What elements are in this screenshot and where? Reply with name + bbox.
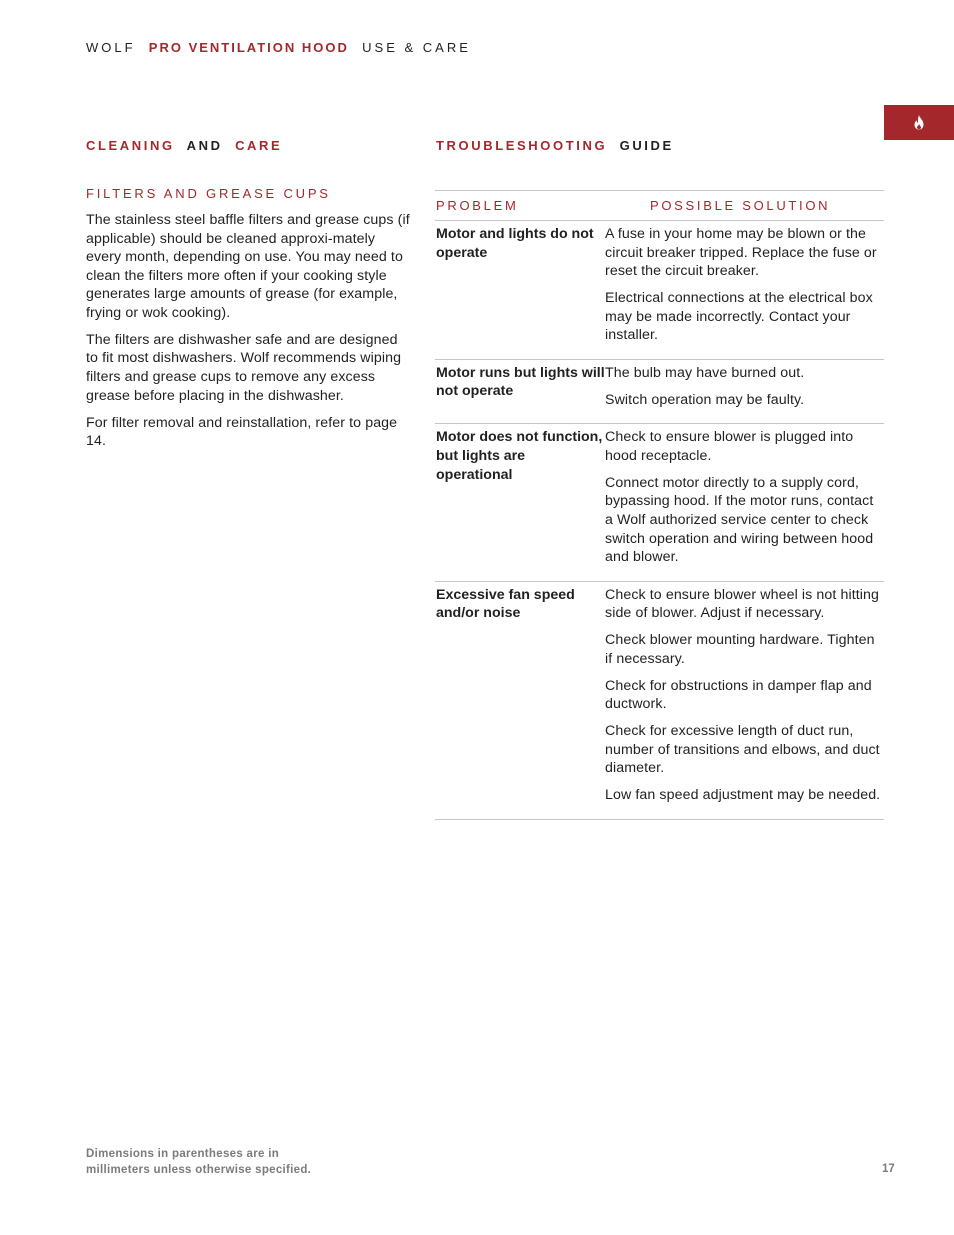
solution-text: Check for excessive length of duct run, number of transitions and elbows, and duct diameter. <box>605 723 880 777</box>
cleaning-paragraph: The filters are dishwasher safe and are designed to fit most dishwashers. Wolf recommends wiping filters and grease cups to remove any excess grease before placing in the dishwasher. <box>86 331 402 404</box>
problem-cell: Motor does not function, but lights are operational <box>436 429 603 483</box>
cleaning-title-a: CLEANING <box>86 138 175 153</box>
troubleshooting-title <box>436 138 884 153</box>
column-header-solution: POSSIBLE SOLUTION <box>650 198 831 213</box>
troubleshooting-section <box>435 138 884 820</box>
solution-text: Electrical connections at the electrical box may be made incorrectly. Contact your installer. <box>605 290 873 344</box>
solution-text: Low fan speed adjustment may be needed. <box>605 787 881 804</box>
solution-text: Check to ensure blower wheel is not hitting side of blower. Adjust if necessary. <box>605 586 880 622</box>
solution-text: The bulb may have burned out. <box>605 364 805 381</box>
problem-cell: Motor runs but lights will not operate <box>436 364 605 400</box>
footer-note-line: Dimensions in parentheses are in <box>86 1148 280 1160</box>
troubleshooting-title-a: TROUBLESHOOTING <box>436 138 608 153</box>
solution-text: Check blower mounting hardware. Tighten if necessary. <box>605 632 875 667</box>
solution-cell <box>605 586 884 805</box>
troubleshooting-title-b: GUIDE <box>619 138 674 153</box>
solution-text: Check to ensure blower is plugged into hood receptacle. <box>605 429 854 464</box>
problem-cell: Motor and lights do not operate <box>436 226 594 261</box>
table-row <box>435 582 884 820</box>
solution-cell <box>605 428 884 566</box>
table-row <box>435 424 884 581</box>
cleaning-title-and: AND <box>186 138 223 153</box>
solution-text: Check for obstructions in damper flap and ductwork. <box>605 677 872 713</box>
cleaning-paragraph: For filter removal and reinstallation, refer to page 14. <box>86 414 398 450</box>
page-number: 17 <box>882 1163 895 1175</box>
solution-text: Connect motor directly to a supply cord, bypassing hood. If the motor runs, contact a Wolf authorized service center to check switch operation and wiring between hood and blower. <box>605 474 874 566</box>
flame-icon <box>913 115 925 130</box>
cleaning-section <box>86 138 411 459</box>
solution-text: Switch operation may be faulty. <box>605 391 805 408</box>
table-header <box>435 191 884 221</box>
filters-subheading: FILTERS AND GREASE CUPS <box>86 186 331 201</box>
section-tab <box>884 105 954 140</box>
header-product: PRO VENTILATION HOOD <box>148 40 349 55</box>
problem-cell: Excessive fan speed and/or noise <box>436 586 575 622</box>
cleaning-title-b: CARE <box>235 138 283 153</box>
cleaning-paragraph: The stainless steel baffle filters and grease cups (if applicable) should be cleaned approxi-mately every month, depending on use. You may need to clean the filters more often if your cooking style generates large amounts of grease (for example, frying or wok cooking). <box>86 212 410 321</box>
page-header <box>86 40 471 55</box>
table-row <box>435 221 884 360</box>
table-row <box>435 360 884 424</box>
footer-note <box>86 1146 311 1178</box>
header-brand: WOLF <box>86 40 136 55</box>
solution-cell <box>605 225 884 345</box>
solution-text: A fuse in your home may be blown or the circuit breaker tripped. Replace the fuse or reset the circuit breaker. <box>605 226 877 280</box>
cleaning-title <box>86 138 411 153</box>
troubleshooting-table <box>435 190 884 820</box>
solution-cell <box>605 364 884 409</box>
header-suffix: USE & CARE <box>362 40 471 55</box>
footer-note-line: millimeters unless otherwise specified. <box>86 1164 312 1176</box>
column-header-problem: PROBLEM <box>436 198 519 213</box>
